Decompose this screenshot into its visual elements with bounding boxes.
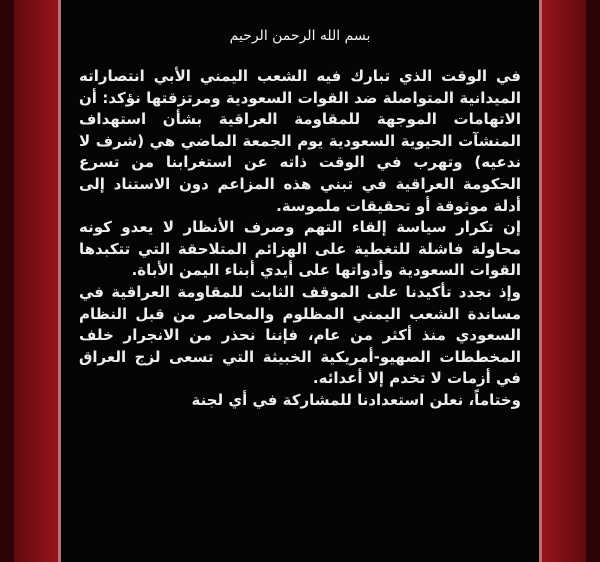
frame-right-border xyxy=(539,0,542,562)
statement-panel xyxy=(61,0,539,562)
basmala-heading: بسم الله الرحمن الرحيم xyxy=(229,28,371,44)
frame-right-edge xyxy=(586,0,600,562)
frame-left-edge xyxy=(0,0,14,562)
statement-paragraph-3: وإذ نجدد تأكيدنا على الموقف الثابت للمقاومة العراقية في مساندة الشعب اليمني المظلوم والمحاصر من قبل النظام السعودي منذ أكثر من عام، فإننا نحذر من الانجرار خلف المخططات الصهيو-أمريكية الخبيثة التي تسعى لزج العراق في أزمات لا تخدم إلا أعدائه. xyxy=(79,282,521,388)
statement-paragraph-1: في الوقت الذي تبارك فيه الشعب اليمني الأبي انتصاراته الميدانية المتواصلة ضد القوات السعودية ومرتزقتها نؤكد: أن الاتهامات الموجهة للمقاومة العراقية بشأن استهداف المنشآت الحيوية السعودية يوم الجمعة الماضي هي (شرف لا ندعيه) وتهرب في الوقت ذاته عن استغرابنا من تسرع الحكومة العراقية في تبني هذه المزاعم دون الاستناد إلى أدلة موثوقة أو تحقيقات ملموسة. xyxy=(79,67,521,215)
statement-paragraph-4: وختاماً، نعلن استعدادنا للمشاركة في أي لجنة xyxy=(191,390,521,409)
statement-paragraph-2: إن تكرار سياسة إلقاء التهم وصرف الأنظار لا يعدو كونه محاولة فاشلة للتغطية على الهزائم المتلاحقة التي تتكبدها القوات السعودية وأدواتها على أيدي أبناء اليمن الأباة. xyxy=(79,218,521,280)
